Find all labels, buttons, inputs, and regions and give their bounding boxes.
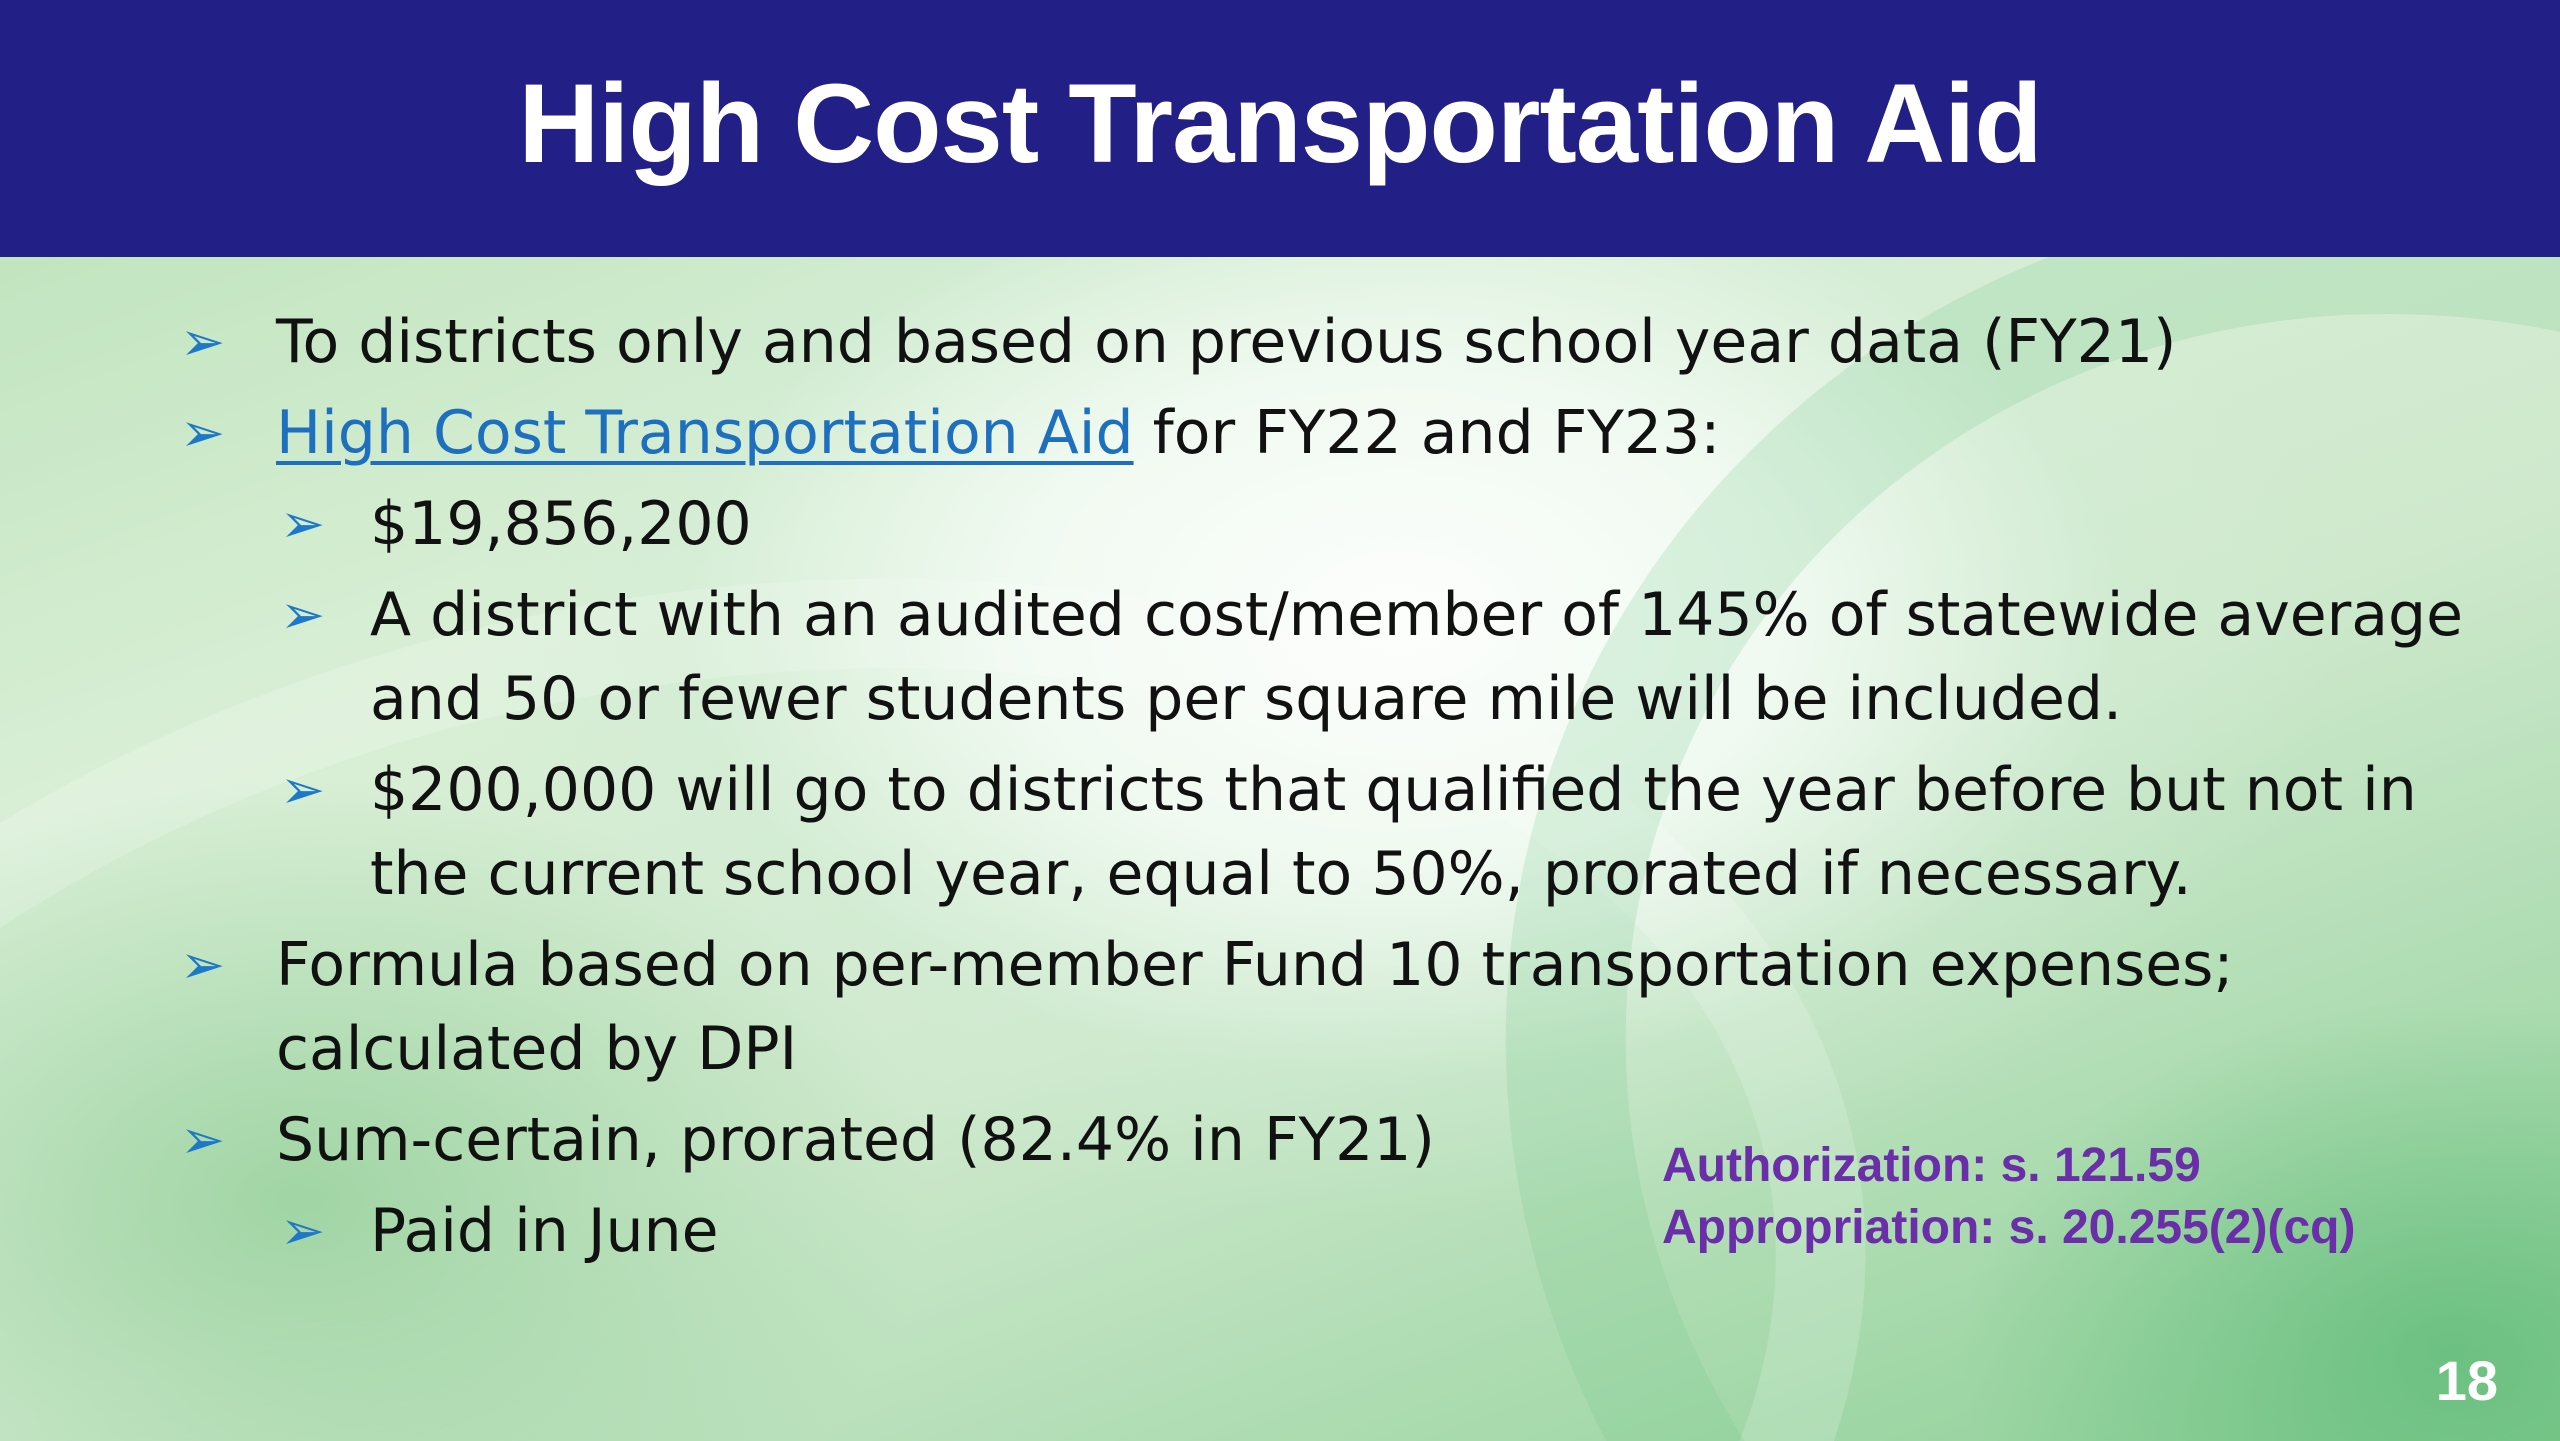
- sub-bullet-item: [180, 573, 2480, 741]
- arrow-bullet-icon: ➢: [280, 583, 326, 646]
- bullet-item: [180, 391, 2480, 475]
- sub-bullet-item: [180, 482, 2480, 566]
- appropriation-ref: Appropriation: s. 20.255(2)(cq): [1662, 1201, 2356, 1254]
- arrow-bullet-icon: ➢: [180, 933, 226, 996]
- bullet-text: To districts only and based on previous school year data (FY21): [276, 307, 2177, 377]
- arrow-bullet-icon: ➢: [180, 310, 226, 373]
- authorization-ref: Authorization: s. 121.59: [1662, 1139, 2201, 1192]
- slide-title: High Cost Transportation Aid: [518, 61, 2042, 186]
- arrow-bullet-icon: ➢: [280, 1199, 326, 1262]
- bullet-text: for FY22 and FY23:: [1133, 398, 1721, 468]
- bullet-text: $19,856,200: [370, 489, 752, 559]
- statute-references: [1662, 1135, 2355, 1259]
- bullet-text: A district with an audited cost/member of 145% of statewide average and 50 or fewer students per square mile will be included.: [370, 580, 2464, 734]
- title-bar: [0, 0, 2560, 257]
- bullet-item: [180, 923, 2480, 1091]
- bullet-text: $200,000 will go to districts that qualified the year before but not in the current school year, equal to 50%, prorated if necessary.: [370, 755, 2417, 909]
- arrow-bullet-icon: ➢: [280, 492, 326, 555]
- arrow-bullet-icon: ➢: [180, 401, 226, 464]
- bullet-text: Paid in June: [370, 1196, 719, 1266]
- aid-link[interactable]: High Cost Transportation Aid: [276, 398, 1134, 468]
- arrow-bullet-icon: ➢: [280, 758, 326, 821]
- sub-bullet-item: [180, 748, 2480, 916]
- arrow-bullet-icon: ➢: [180, 1108, 226, 1171]
- bullet-list: [180, 300, 2480, 1280]
- bullet-text: Sum-certain, prorated (82.4% in FY21): [276, 1105, 1435, 1175]
- page-number: 18: [2435, 1349, 2498, 1412]
- bullet-text: Formula based on per-member Fund 10 transportation expenses; calculated by DPI: [276, 930, 2234, 1084]
- bullet-item: [180, 300, 2480, 384]
